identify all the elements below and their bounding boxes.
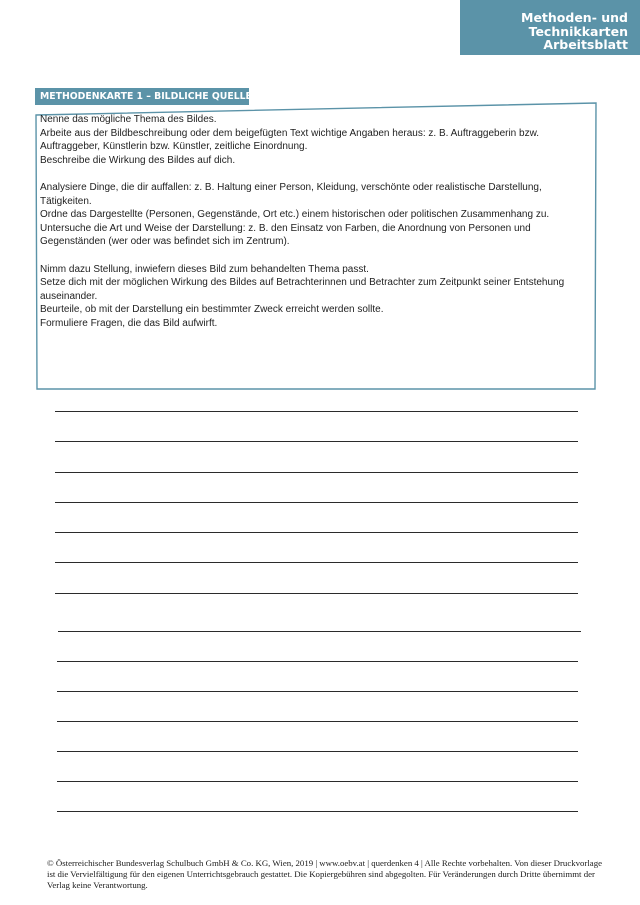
writing-line[interactable]	[55, 411, 578, 412]
writing-line[interactable]	[58, 631, 581, 632]
card-paragraph: Analysiere Dinge, die dir auffallen: z. B. Haltung einer Person, Kleidung, verschönte oder realistische Darstellung, Tätigkeiten. Ordne das Dargestellte (Personen, Gegenstände, Ort etc.) einem historischen oder politischen Zusammenhang zu. Untersuche die Art und Weise der Darstellung: z. B. den Einsatz von Farben, die Anordnung von Personen und Gegenständen (wer oder was befindet sich im Zentrum).	[40, 181, 550, 248]
header-tab	[460, 0, 640, 55]
writing-line[interactable]	[55, 441, 578, 442]
writing-line[interactable]	[55, 532, 578, 533]
writing-line[interactable]	[57, 721, 578, 722]
writing-line[interactable]	[57, 691, 578, 692]
worksheet-title-line3: Arbeitsblatt	[543, 37, 628, 52]
writing-line[interactable]	[57, 781, 578, 782]
writing-line[interactable]	[57, 751, 578, 752]
writing-line[interactable]	[55, 593, 578, 594]
card-paragraph: Nenne das mögliche Thema des Bildes. Arbeite aus der Bildbeschreibung oder dem beigefügten Text wichtige Angaben heraus: z. B. Auftraggeberin bzw. Auftraggeber, Künstlerin bzw. Künstler, zeitliche Einordnung. Beschreibe die Wirkung des Bildes auf dich.	[40, 114, 540, 166]
worksheet-title-line2: Technikkarten	[528, 23, 628, 39]
writing-line[interactable]	[57, 661, 578, 662]
writing-line[interactable]	[55, 472, 578, 473]
worksheet-title-line1: Methoden- und	[521, 10, 628, 25]
method-card-label: METHODENKARTE 1 – BILDLICHE QUELLE	[35, 88, 249, 105]
method-card-text	[40, 113, 596, 331]
writing-line[interactable]	[55, 562, 578, 563]
writing-line[interactable]	[55, 502, 578, 503]
copyright-footer: © Österreichischer Bundesverlag Schulbuch GmbH & Co. KG, Wien, 2019 | www.oebv.at | querdenken 4 | Alle Rechte vorbehalten. Von dieser Druckvorlage ist die Vervielfältigung für den eigenen Unterrichtsgebrauch gestattet. Die Kopiergebühren sind abgegolten. Für Veränderungen durch Dritte übernimmt der Verlag keine Verantwortung.	[47, 858, 603, 890]
worksheet-title	[521, 11, 628, 52]
card-paragraph: Nimm dazu Stellung, inwiefern dieses Bild zum behandelten Thema passt. Setze dich mit der möglichen Wirkung des Bildes auf Betrachterinnen und Betrachter zum Zeitpunkt seiner Entstehung auseinander. Beurteile, ob mit der Darstellung ein bestimmter Zweck erreicht werden sollte. Formuliere Fragen, die das Bild aufwirft.	[40, 263, 565, 329]
writing-line[interactable]	[57, 811, 578, 812]
